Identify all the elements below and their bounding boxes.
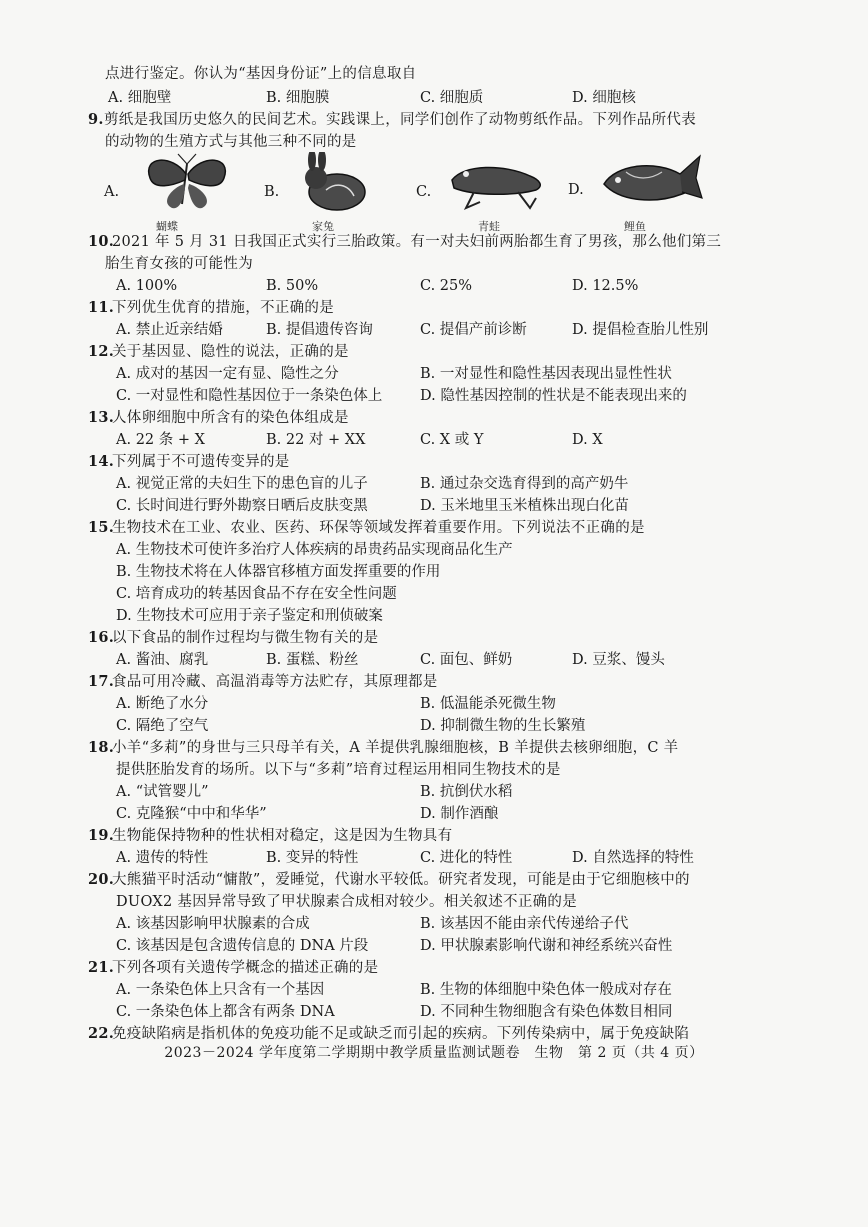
frog-icon (444, 152, 554, 216)
q12-stem: 关于基因显、隐性的说法，正确的是 (112, 344, 349, 360)
q9-stem-cont: 的动物的生殖方式与其他三种不同的是 (105, 134, 357, 150)
q10-option-b: B. 50% (266, 278, 319, 294)
q19-option-d: D. 自然选择的特性 (572, 850, 694, 866)
q15-number: 15. (88, 519, 115, 536)
q9-option-c (416, 152, 566, 232)
q10-stem-cont: 胎生育女孩的可能性为 (105, 256, 253, 272)
q9-option-b-caption: 家兔 (312, 220, 334, 233)
q13-option-d: D. X (572, 432, 603, 448)
q20-option-a: A. 该基因影响甲状腺素的合成 (116, 916, 310, 932)
q21-option-b: B. 生物的体细胞中染色体一般成对存在 (420, 982, 672, 998)
q19-option-c: C. 进化的特性 (420, 850, 513, 866)
q21-option-d: D. 不同种生物细胞含有染色体数目相同 (420, 1004, 673, 1020)
q10-stem: 2021 年 5 月 31 日我国正式实行三胎政策。有一对夫妇前两胎都生育了男孩，那么他们第三 (112, 234, 722, 250)
q13-number: 13. (88, 409, 115, 426)
q11-option-b: B. 提倡遗传咨询 (266, 322, 373, 338)
carp-icon (596, 150, 706, 216)
page-footer: 2023－2024 学年度第二学期期中教学质量监测试题卷 生物 第 2 页（共 4 页） (164, 1045, 704, 1061)
q13-option-b: B. 22 对 + XX (266, 432, 366, 448)
q15-option-c: C. 培育成功的转基因食品不存在安全性问题 (116, 586, 397, 602)
q8-stem-cont: 点进行鉴定。你认为“基因身份证”上的信息取自 (105, 66, 417, 82)
q9-option-c-caption: 青蛙 (478, 220, 500, 233)
q14-option-c: C. 长时间进行野外勘察日晒后皮肤变黑 (116, 498, 368, 514)
q22-number: 22. (88, 1025, 115, 1042)
q21-stem: 下列各项有关遗传学概念的描述正确的是 (112, 960, 379, 976)
q19-number: 19. (88, 827, 115, 844)
q12-option-c: C. 一对显性和隐性基因位于一条染色体上 (116, 388, 383, 404)
q19-option-a: A. 遗传的特性 (116, 850, 209, 866)
q13-option-c: C. X 或 Y (420, 432, 484, 448)
q10-number: 10. (88, 233, 115, 250)
q22-stem: 免疫缺陷病是指机体的免疫功能不足或缺乏而引起的疾病。下列传染病中，属于免疫缺陷 (112, 1026, 690, 1042)
q9-number: 9. (88, 111, 104, 128)
q18-stem: 小羊“多莉”的身世与三只母羊有关，A 羊提供乳腺细胞核，B 羊提供去核卵细胞，C 羊 (112, 740, 679, 756)
q9-option-a-caption: 蝴蝶 (156, 220, 178, 233)
q11-option-a: A. 禁止近亲结婚 (116, 322, 223, 338)
butterfly-icon (132, 152, 242, 216)
q17-stem: 食品可用冷藏、高温消毒等方法贮存，其原理都是 (112, 674, 438, 690)
q13-option-a: A. 22 条 + X (116, 432, 205, 448)
q8-option-b: B. 细胞膜 (266, 90, 330, 106)
q12-option-b: B. 一对显性和隐性基因表现出显性性状 (420, 366, 672, 382)
q19-option-b: B. 变异的特性 (266, 850, 359, 866)
q9-option-b-letter: B. (264, 184, 280, 200)
q10-option-c: C. 25% (420, 278, 473, 294)
q12-option-d: D. 隐性基因控制的性状是不能表现出来的 (420, 388, 687, 404)
q18-option-a: A. “试管婴儿” (116, 784, 209, 800)
q15-option-a: A. 生物技术可使许多治疗人体疾病的昂贵药品实现商品化生产 (116, 542, 513, 558)
q16-number: 16. (88, 629, 115, 646)
q17-option-a: A. 断绝了水分 (116, 696, 209, 712)
q16-option-a: A. 酱油、腐乳 (116, 652, 209, 668)
q8-option-d: D. 细胞核 (572, 90, 636, 106)
q18-option-c: C. 克隆猴“中中和华华” (116, 806, 267, 822)
q15-option-d: D. 生物技术可应用于亲子鉴定和刑侦破案 (116, 608, 383, 624)
q9-option-c-letter: C. (416, 184, 432, 200)
q8-option-a: A. 细胞壁 (108, 90, 172, 106)
q14-option-d: D. 玉米地里玉米植株出现白化苗 (420, 498, 629, 514)
q20-stem: 大熊猫平时活动“慵散”，爱睡觉，代谢水平较低。研究者发现，可能是由于它细胞核中的 (112, 872, 690, 888)
q11-stem: 下列优生优育的措施，不正确的是 (112, 300, 334, 316)
q12-option-a: A. 成对的基因一定有显、隐性之分 (116, 366, 339, 382)
q9-option-d-letter: D. (568, 182, 584, 198)
q14-option-a: A. 视觉正常的夫妇生下的患色盲的儿子 (116, 476, 368, 492)
q20-option-b: B. 该基因不能由亲代传递给子代 (420, 916, 629, 932)
q9-option-a-letter: A. (104, 184, 120, 200)
q18-option-b: B. 抗倒伏水稻 (420, 784, 513, 800)
q20-stem-cont: DUOX2 基因异常导致了甲状腺素合成相对较少。相关叙述不正确的是 (116, 894, 578, 910)
q16-option-b: B. 蛋糕、粉丝 (266, 652, 359, 668)
q9-option-d (568, 150, 708, 233)
q21-option-a: A. 一条染色体上只含有一个基因 (116, 982, 325, 998)
q16-option-d: D. 豆浆、馒头 (572, 652, 665, 668)
q20-option-c: C. 该基因是包含遗传信息的 DNA 片段 (116, 938, 369, 954)
q15-option-b: B. 生物技术将在人体器官移植方面发挥重要的作用 (116, 564, 441, 580)
q14-option-b: B. 通过杂交选育得到的高产奶牛 (420, 476, 629, 492)
q12-number: 12. (88, 343, 115, 360)
q11-number: 11. (88, 299, 115, 316)
q9-option-a (104, 152, 244, 232)
q9-option-d-caption: 鲤鱼 (624, 220, 646, 233)
q20-option-d: D. 甲状腺素影响代谢和神经系统兴奋性 (420, 938, 673, 954)
q21-number: 21. (88, 959, 115, 976)
q15-stem: 生物技术在工业、农业、医药、环保等领域发挥着重要作用。下列说法不正确的是 (112, 520, 645, 536)
q17-option-c: C. 隔绝了空气 (116, 718, 209, 734)
q14-stem: 下列属于不可遗传变异的是 (112, 454, 290, 470)
q14-number: 14. (88, 453, 115, 470)
q10-option-a: A. 100% (116, 278, 178, 294)
q17-option-b: B. 低温能杀死微生物 (420, 696, 556, 712)
q11-option-d: D. 提倡检查胎儿性别 (572, 322, 709, 338)
q10-option-d: D. 12.5% (572, 278, 639, 294)
q18-stem-cont: 提供胚胎发育的场所。以下与“多莉”培育过程运用相同生物技术的是 (116, 762, 561, 778)
q21-option-c: C. 一条染色体上都含有两条 DNA (116, 1004, 335, 1020)
q13-stem: 人体卵细胞中所含有的染色体组成是 (112, 410, 349, 426)
q8-option-c: C. 细胞质 (420, 90, 484, 106)
q11-option-c: C. 提倡产前诊断 (420, 322, 527, 338)
q19-stem: 生物能保持物种的性状相对稳定，这是因为生物具有 (112, 828, 453, 844)
q16-stem: 以下食品的制作过程均与微生物有关的是 (112, 630, 379, 646)
q9-stem: 剪纸是我国历史悠久的民间艺术。实践课上，同学们创作了动物剪纸作品。下列作品所代表 (104, 112, 696, 128)
q20-number: 20. (88, 871, 115, 888)
q18-number: 18. (88, 739, 115, 756)
rabbit-icon (292, 152, 382, 216)
q18-option-d: D. 制作酒酿 (420, 806, 499, 822)
q17-number: 17. (88, 673, 115, 690)
q17-option-d: D. 抑制微生物的生长繁殖 (420, 718, 586, 734)
q16-option-c: C. 面包、鲜奶 (420, 652, 513, 668)
q9-option-b (264, 152, 404, 232)
